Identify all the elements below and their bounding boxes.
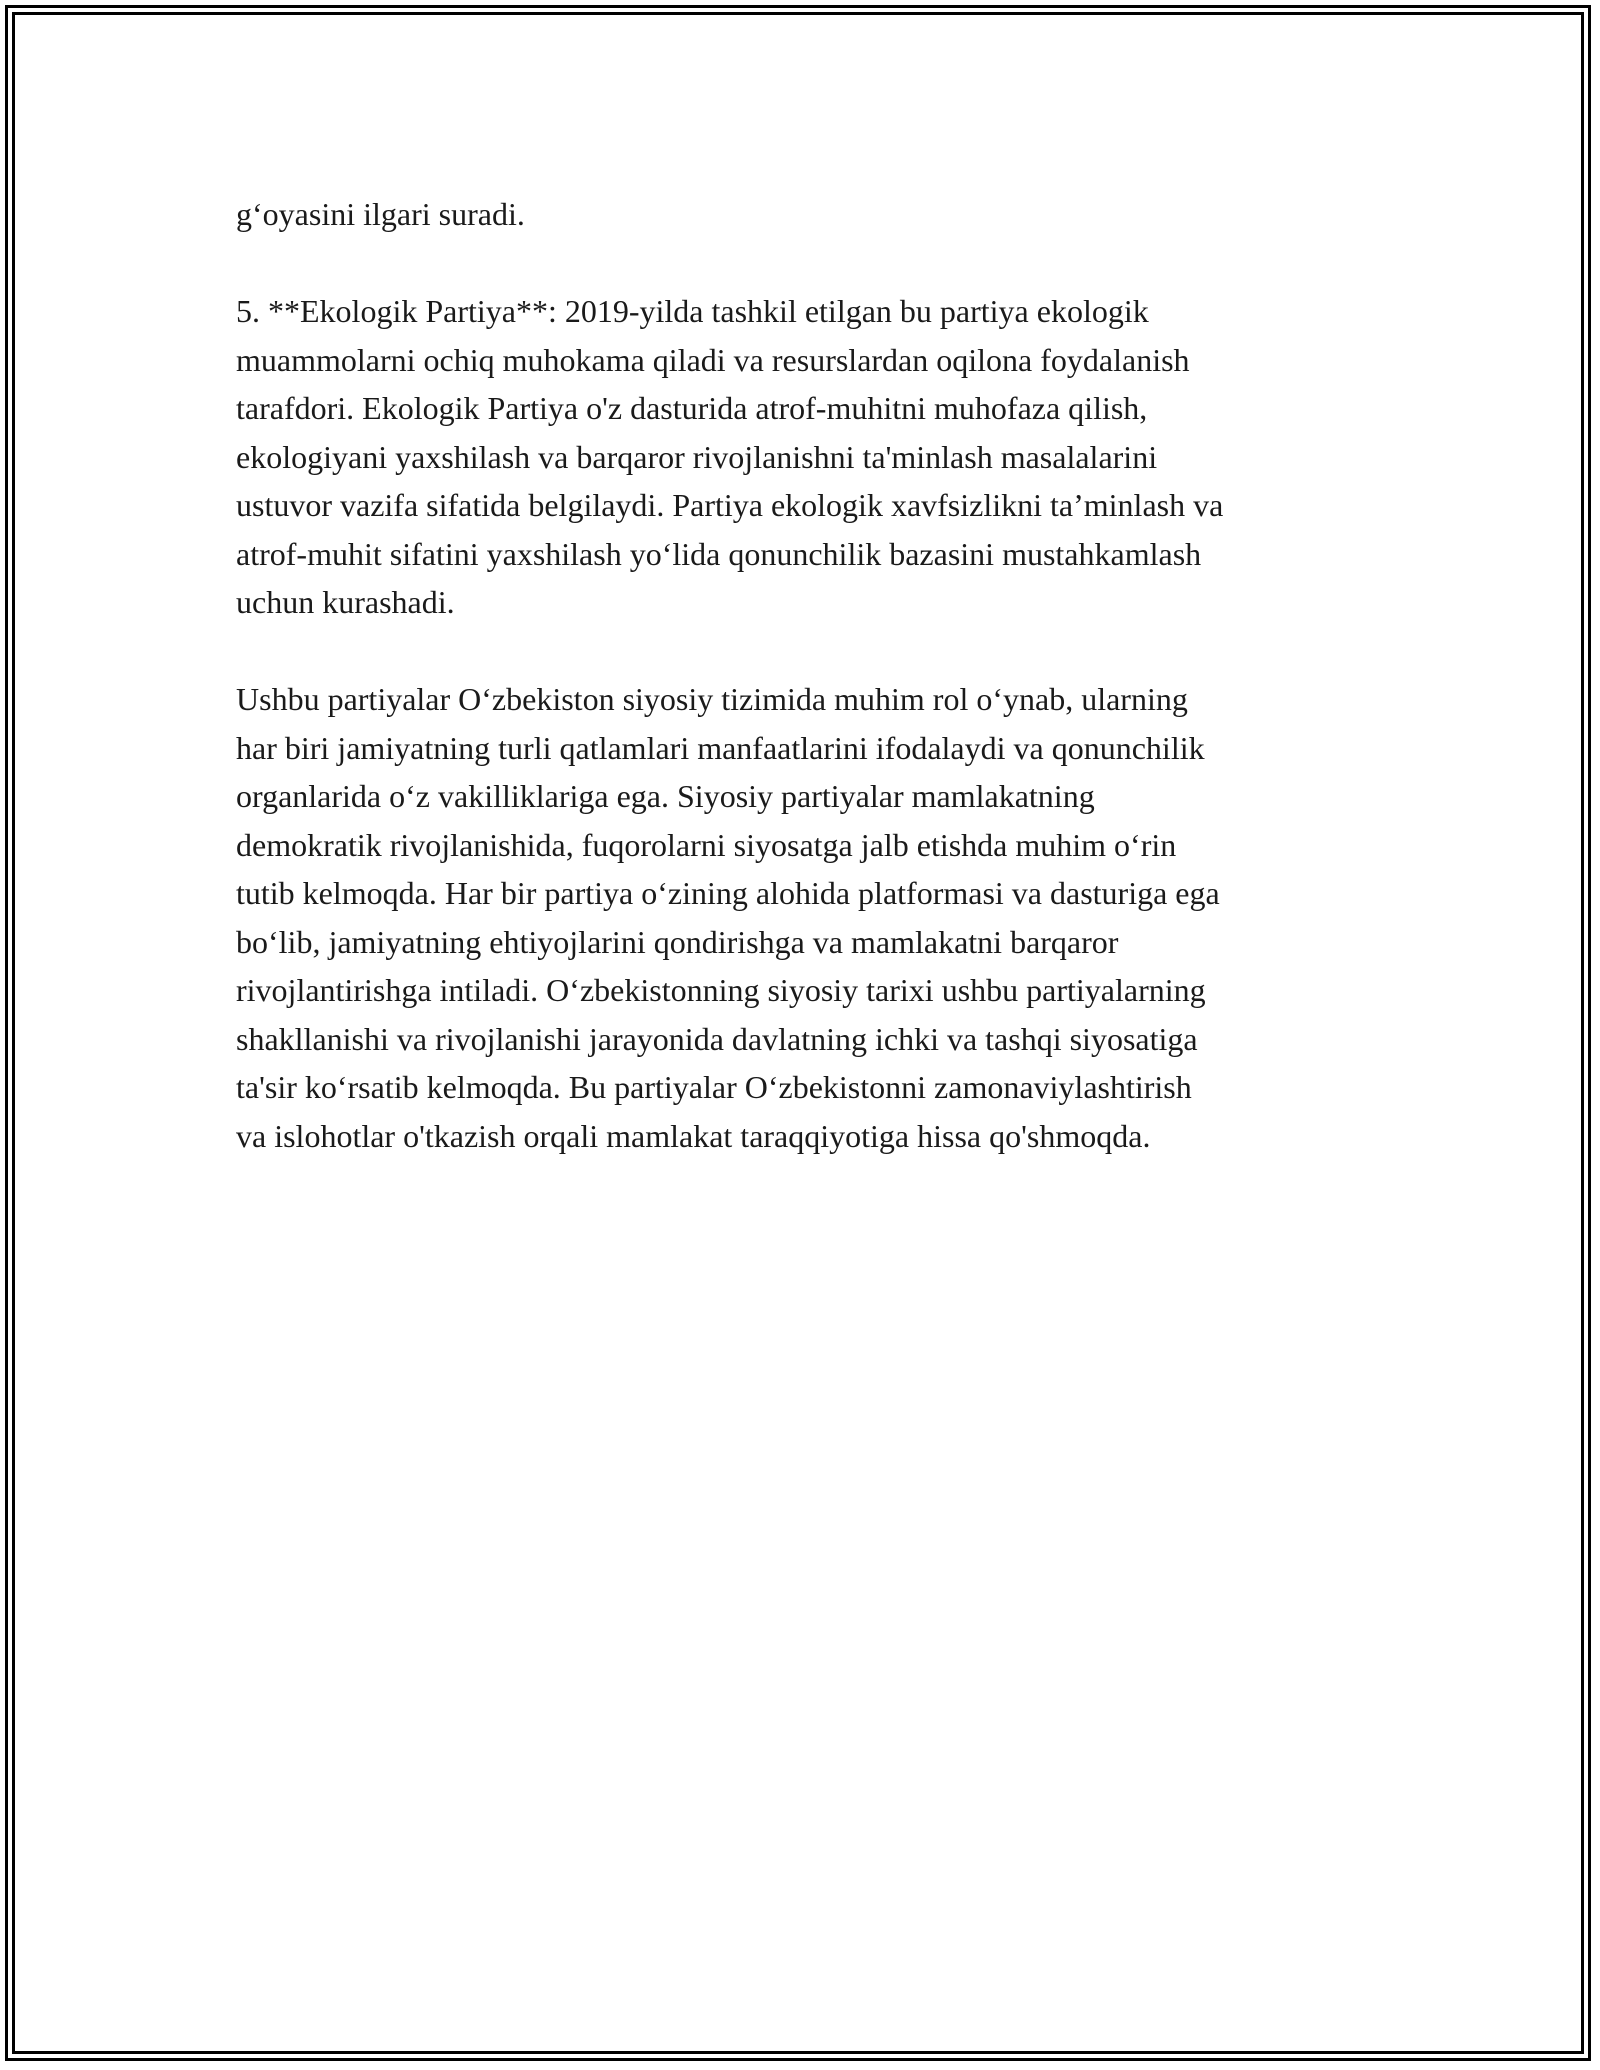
paragraph-continuation: g‘oyasini ilgari suradi. bbox=[236, 196, 525, 232]
paragraph-ekologik-partiya: 5. **Ekologik Partiya**: 2019-yilda tashkil etilgan bu partiya ekologik muammolarni ochiq muhokama qiladi va resurslardan oqilona foydalanish tarafdori. Ekologik Partiya o'z dasturida atrof-muhitni muhofaza qilish, ekologiyani yaxshilash va barqaror rivojlanishni ta'minlash masalalarini ustuvor vazifa sifatida belgilaydi. Partiya ekologik xavfsizlikni ta’minlash va atrof-muhit sifatini yaxshilash yo‘lida qonunchilik bazasini mustahkamlash uchun kurashadi. bbox=[236, 293, 1224, 620]
document-body bbox=[236, 190, 1386, 1209]
paragraph-conclusion: Ushbu partiyalar O‘zbekiston siyosiy tizimida muhim rol o‘ynab, ularning har biri jamiyatning turli qatlamlari manfaatlarini ifodalaydi va qonunchilik organlarida o‘z vakilliklariga ega. Siyosiy partiyalar mamlakatning demokratik rivojlanishida, fuqorolarni siyosatga jalb etishda muhim o‘rin tutib kelmoqda. Har bir partiya o‘zining alohida platformasi va dasturiga ega bo‘lib, jamiyatning ehtiyojlarini qondirishga va mamlakatni barqaror rivojlantirishga intiladi. O‘zbekistonning siyosiy tarixi ushbu partiyalarning shakllanishi va rivojlanishi jarayonida davlatning ichki va tashqi siyosatiga ta'sir ko‘rsatib kelmoqda. Bu partiyalar O‘zbekistonni zamonaviylashtirish va islohotlar o'tkazish orqali mamlakat taraqqiyotiga hissa qo'shmoqda. bbox=[236, 681, 1220, 1154]
